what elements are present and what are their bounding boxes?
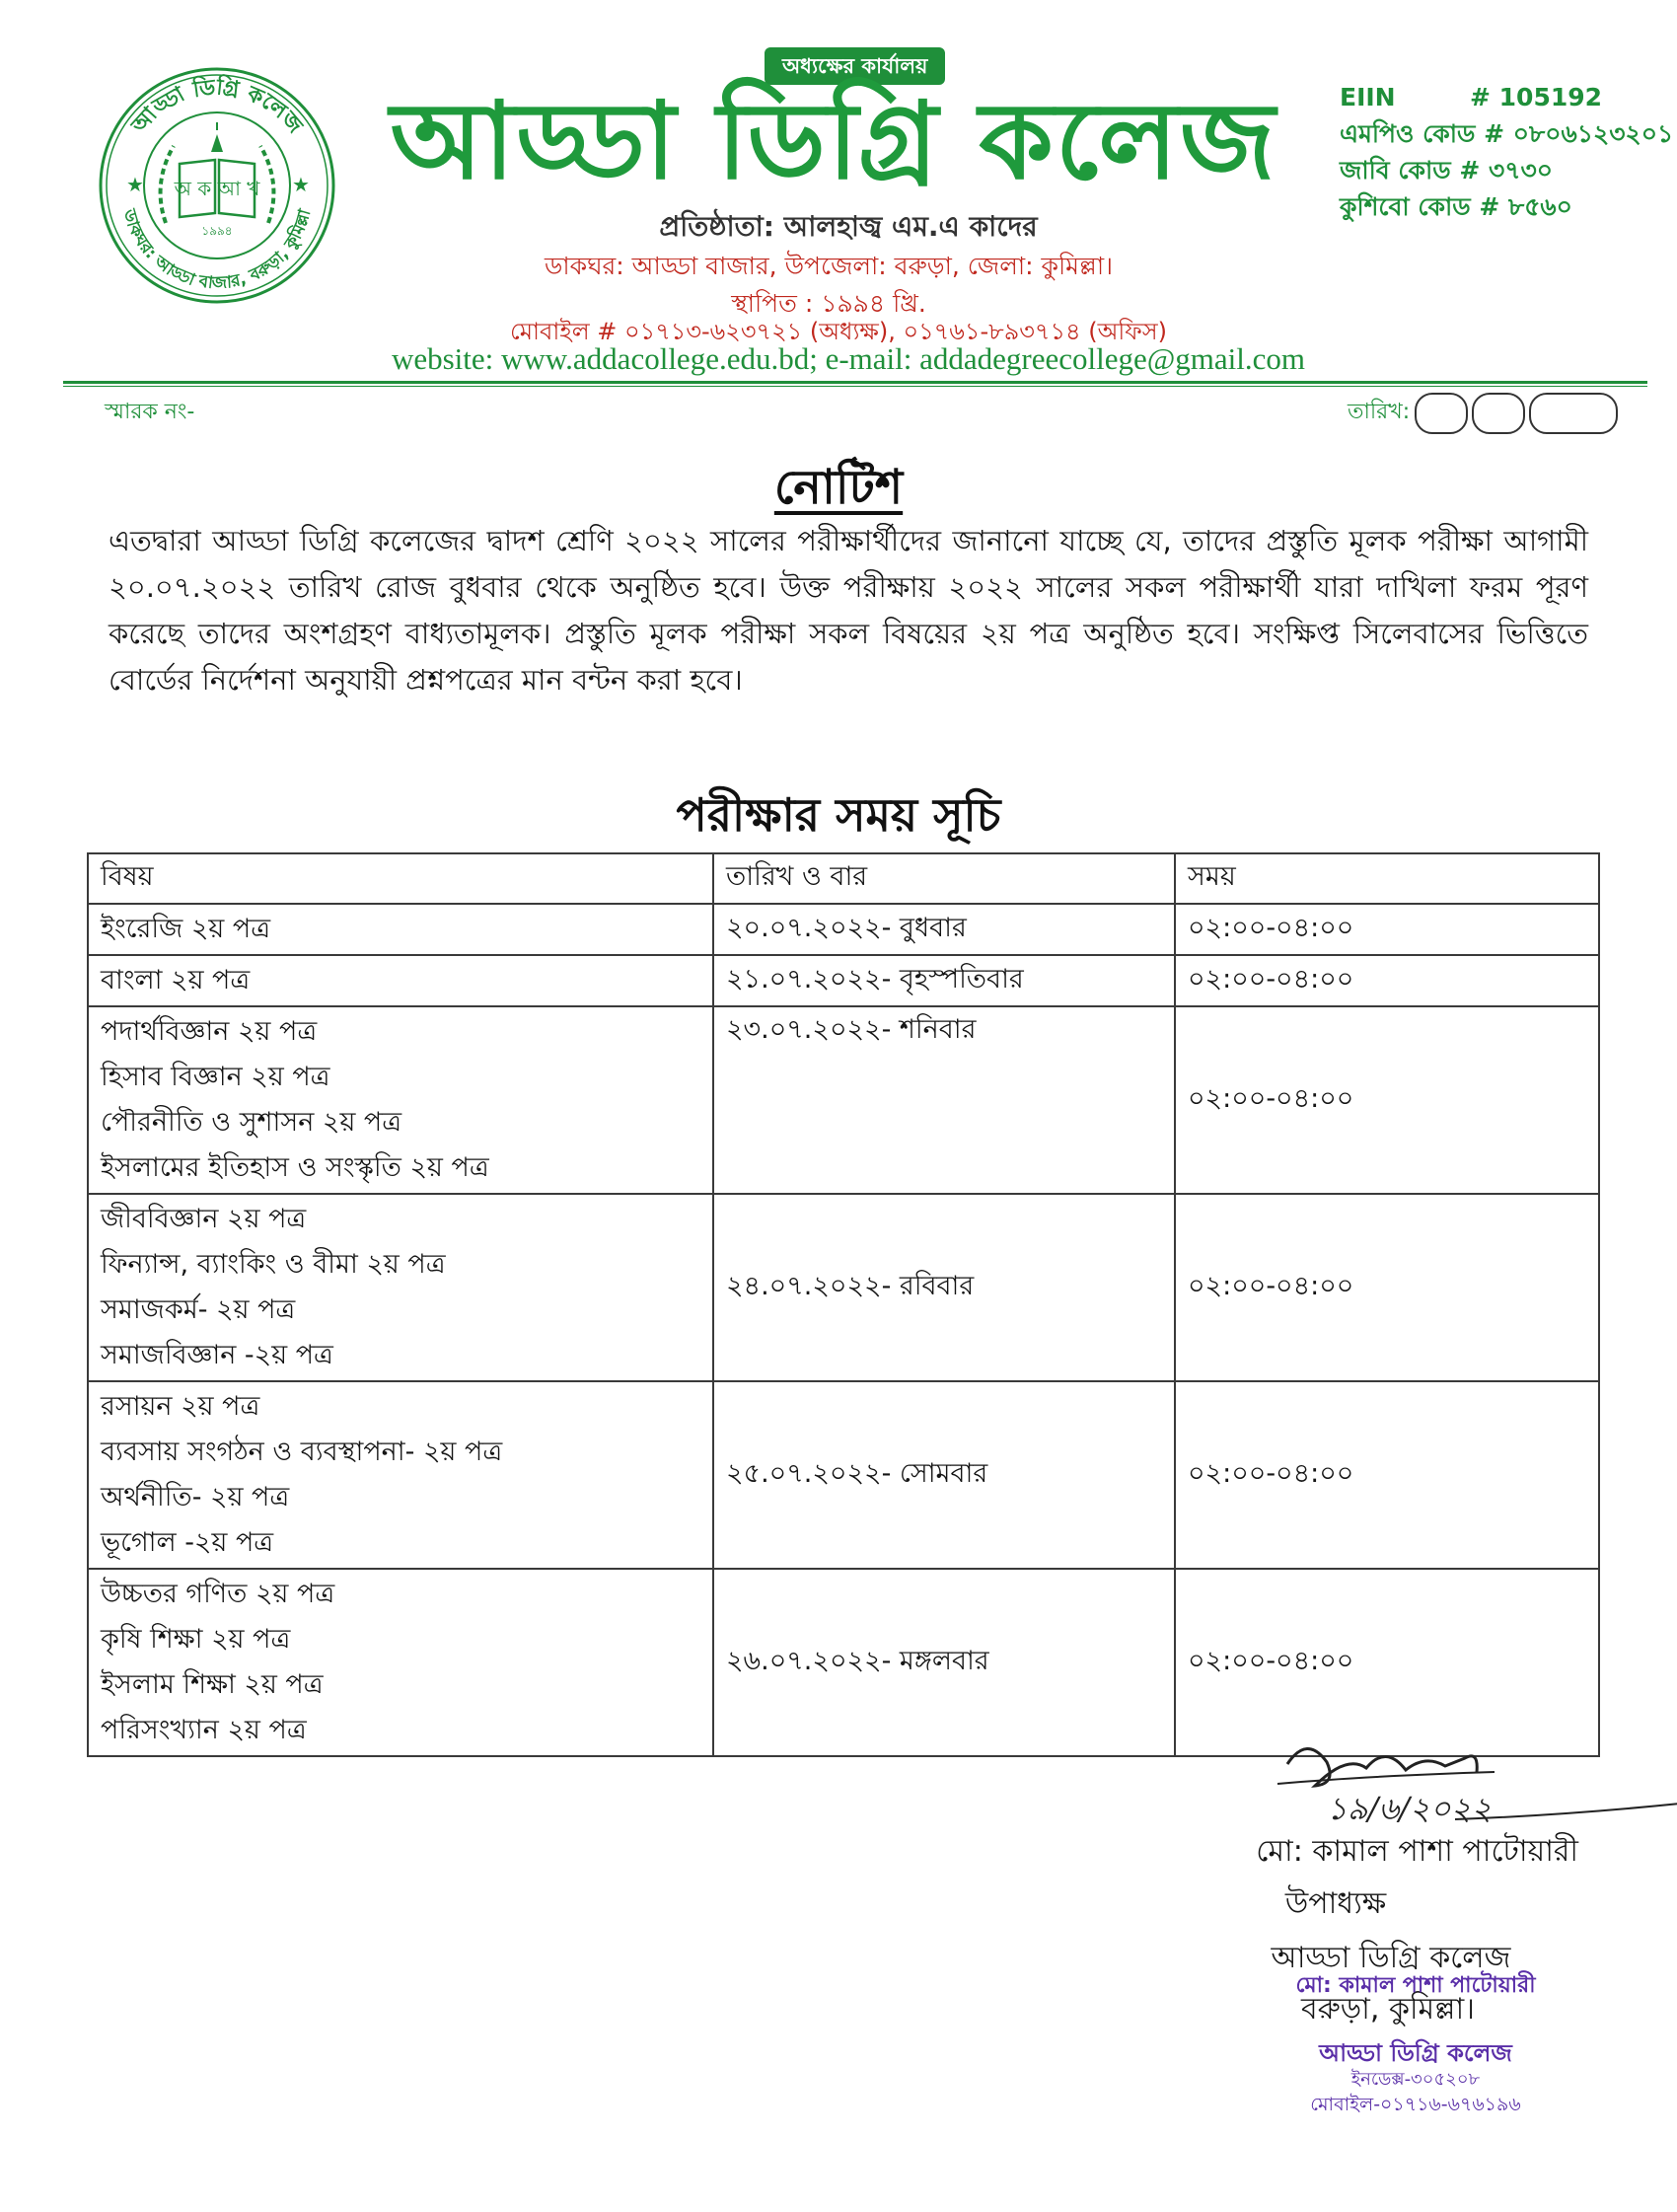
- subject-cell: [88, 1006, 713, 1194]
- subject-line: পদার্থবিজ্ঞান ২য় পত্র: [101, 1016, 318, 1047]
- signatory-college: আড্ডা ডিগ্রি কলেজ: [1271, 1941, 1511, 1975]
- seal-ring-bottom-text: ডাকঘর: আড্ডা বাজার, বরুড়া, কুমিল্লা: [118, 206, 316, 294]
- subject-line: কৃষি শিক্ষা ২য় পত্র: [101, 1624, 291, 1655]
- subject-line: ইসলামের ইতিহাস ও সংস্কৃতি ২য় পত্র: [101, 1152, 489, 1183]
- stamp-college: আড্ডা ডিগ্রি কলেজ: [1319, 2039, 1512, 2067]
- date-cell: ২৩.০৭.২০২২- শনিবার: [713, 1006, 1175, 1194]
- header-divider: [63, 381, 1647, 384]
- date-cell: ২০.০৭.২০২২- বুধবার: [713, 904, 1175, 955]
- subject-cell: [88, 1569, 713, 1756]
- header-subject: বিষয়: [88, 853, 713, 904]
- subject-line: জীববিজ্ঞান ২য় পত্র: [101, 1204, 307, 1234]
- eiin-value: # 105192: [1470, 83, 1603, 111]
- table-row: [88, 1006, 1599, 1194]
- table-row: [88, 1194, 1599, 1381]
- schedule-title: পরীক্ষার সময় সূচি: [676, 788, 1001, 842]
- subject-line: ভূগোল -২য় পত্র: [101, 1527, 274, 1558]
- date-cell: ২১.০৭.২০২২- বৃহস্পতিবার: [713, 955, 1175, 1006]
- subject-cell: [88, 904, 713, 955]
- address-line: ডাকঘর: আড্ডা বাজার, উপজেলা: বরুড়া, জেলা: কুমিল্লা।: [544, 252, 1114, 280]
- svg-text:★: ★: [292, 173, 310, 196]
- stamp-mobile: মোবাইল-০১৭১৬-৬৭৬১৯৬: [1310, 2094, 1521, 2115]
- college-seal-logo: [97, 65, 337, 306]
- subject-line: ব্যবসায় সংগঠন ও ব্যবস্থাপনা- ২য় পত্র: [101, 1437, 503, 1467]
- date-box-day: [1415, 393, 1468, 434]
- header-date: তারিখ ও বার: [713, 853, 1175, 904]
- subject-line: পৌরনীতি ও সুশাসন ২য় পত্র: [101, 1107, 402, 1138]
- stamp-name: মো: কামাল পাশা পাটোয়ারী: [1295, 1973, 1536, 1998]
- subject-cell: [88, 955, 713, 1006]
- date-box-month: [1472, 393, 1525, 434]
- date-cell: ২৬.০৭.২০২২- মঙ্গলবার: [713, 1569, 1175, 1756]
- subject-line: হিসাব বিজ্ঞান ২য় পত্র: [101, 1062, 330, 1092]
- date-cell: ২৫.০৭.২০২২- সোমবার: [713, 1381, 1175, 1569]
- college-name: আড্ডা ডিগ্রি কলেজ: [390, 79, 1277, 203]
- header-divider-thin: [63, 386, 1647, 387]
- web-email-line: website: www.addacollege.edu.bd; e-mail: addadegreecollege@gmail.com: [391, 341, 1306, 376]
- board-code: কুশিবো কোড # ৮৫৬০: [1340, 192, 1572, 221]
- subject-line: ইংরেজি ২য় পত্র: [101, 914, 271, 944]
- handwritten-signature: [1268, 1725, 1677, 1833]
- office-tag: অধ্যক্ষের কার্যালয়: [765, 47, 945, 85]
- date-box-year: [1529, 393, 1618, 434]
- subject-line: সমাজকর্ম- ২য় পত্র: [101, 1294, 296, 1325]
- eiin-label: EIIN: [1340, 83, 1396, 111]
- eiin-row: [1340, 79, 1645, 115]
- signatory-place: বরুড়া, কুমিল্লা।: [1301, 1992, 1475, 2027]
- mpo-code: এমপিও কোড # ০৮০৬১২৩২০১: [1340, 119, 1674, 148]
- time-cell: ০২:০০-০৪:০০: [1175, 955, 1599, 1006]
- time-cell: ০২:০০-০৪:০০: [1175, 1569, 1599, 1756]
- table-row: [88, 1381, 1599, 1569]
- subject-line: ইসলাম শিক্ষা ২য় পত্র: [101, 1669, 324, 1700]
- signature-date: ১৯/৬/২০২২: [1327, 1790, 1493, 1827]
- seal-ring-top-text: আড্ডা ডিগ্রি কলেজ: [126, 75, 308, 139]
- subject-line: রসায়ন ২য় পত্র: [101, 1391, 260, 1422]
- table-row: [88, 904, 1599, 955]
- date-label: তারিখ:: [1348, 400, 1411, 424]
- stamp-index: ইনডেক্স-৩০৫২০৮: [1350, 2069, 1481, 2090]
- institution-codes: [1340, 79, 1674, 225]
- signatory-name: মো: কামাল পাশা পাটোয়ারী: [1256, 1834, 1578, 1869]
- established-line: স্থাপিত : ১৯৯৪ খ্রি.: [731, 289, 926, 318]
- time-cell: ০২:০০-০৪:০০: [1175, 904, 1599, 955]
- mobile-line: মোবাইল # ০১৭১৩-৬২৩৭২১ (অধ্যক্ষ), ০১৭৬১-৮৯৩৭১৪ (অফিস): [509, 318, 1168, 345]
- svg-text:★: ★: [126, 173, 144, 196]
- nu-code: জাবি কোড # ৩৭৩০: [1340, 156, 1554, 184]
- header-time: সময়: [1175, 853, 1599, 904]
- subject-cell: [88, 1381, 713, 1569]
- signatory-designation: উপাধ্যক্ষ: [1284, 1886, 1387, 1921]
- seal-book-letters: অ ক আ খ: [174, 177, 260, 200]
- date-cell: ২৪.০৭.২০২২- রবিবার: [713, 1194, 1175, 1381]
- official-stamp: [1248, 1973, 1583, 2117]
- table-row: [88, 955, 1599, 1006]
- seal-year: ১৯৯৪: [201, 224, 233, 238]
- founder-line: প্রতিষ্ঠাতা: আলহাজ্ব এম.এ কাদের: [659, 210, 1038, 243]
- exam-schedule-table: [87, 852, 1600, 1757]
- time-cell: ০২:০০-০৪:০০: [1175, 1006, 1599, 1194]
- subject-line: উচ্চতর গণিত ২য় পত্র: [101, 1579, 335, 1609]
- subject-line: ফিন্যান্স, ব্যাংকিং ও বীমা ২য় পত্র: [101, 1249, 446, 1280]
- subject-line: বাংলা ২য় পত্র: [101, 965, 251, 995]
- memo-number-label: স্মারক নং-: [105, 400, 195, 424]
- subject-cell: [88, 1194, 713, 1381]
- subject-line: সমাজবিজ্ঞান -২য় পত্র: [101, 1340, 333, 1370]
- notice-body: এতদ্বারা আড্ডা ডিগ্রি কলেজের দ্বাদশ শ্রেণি ২০২২ সালের পরীক্ষার্থীদের জানানো যাচ্ছে যে, তাদের প্রস্তুতি মূলক পরীক্ষা আগামী ২০.০৭.২০২২ তারিখ রোজ বুধবার থেকে অনুষ্ঠিত হবে। উক্ত পরীক্ষায় ২০২২ সালের সকল পরীক্ষার্থী যারা দাখিলা ফরম পূরণ করেছে তাদের অংশগ্রহণ বাধ্যতামূলক। প্রস্তুতি মূলক পরীক্ষা সকল বিষয়ের ২য় পত্র অনুষ্ঠিত হবে। সংক্ষিপ্ত সিলেবাসের ভিত্তিতে বোর্ডের নির্দেশনা অনুযায়ী প্রশ্নপত্রের মান বন্টন করা হবে।: [109, 524, 1588, 697]
- notice-title: নোটিশ: [773, 460, 904, 515]
- table-header-row: [88, 853, 1599, 904]
- time-cell: ০২:০০-০৪:০০: [1175, 1194, 1599, 1381]
- subject-line: পরিসংখ্যান ২য় পত্র: [101, 1715, 307, 1745]
- time-cell: ০২:০০-০৪:০০: [1175, 1381, 1599, 1569]
- subject-line: অর্থনীতি- ২য় পত্র: [101, 1482, 290, 1512]
